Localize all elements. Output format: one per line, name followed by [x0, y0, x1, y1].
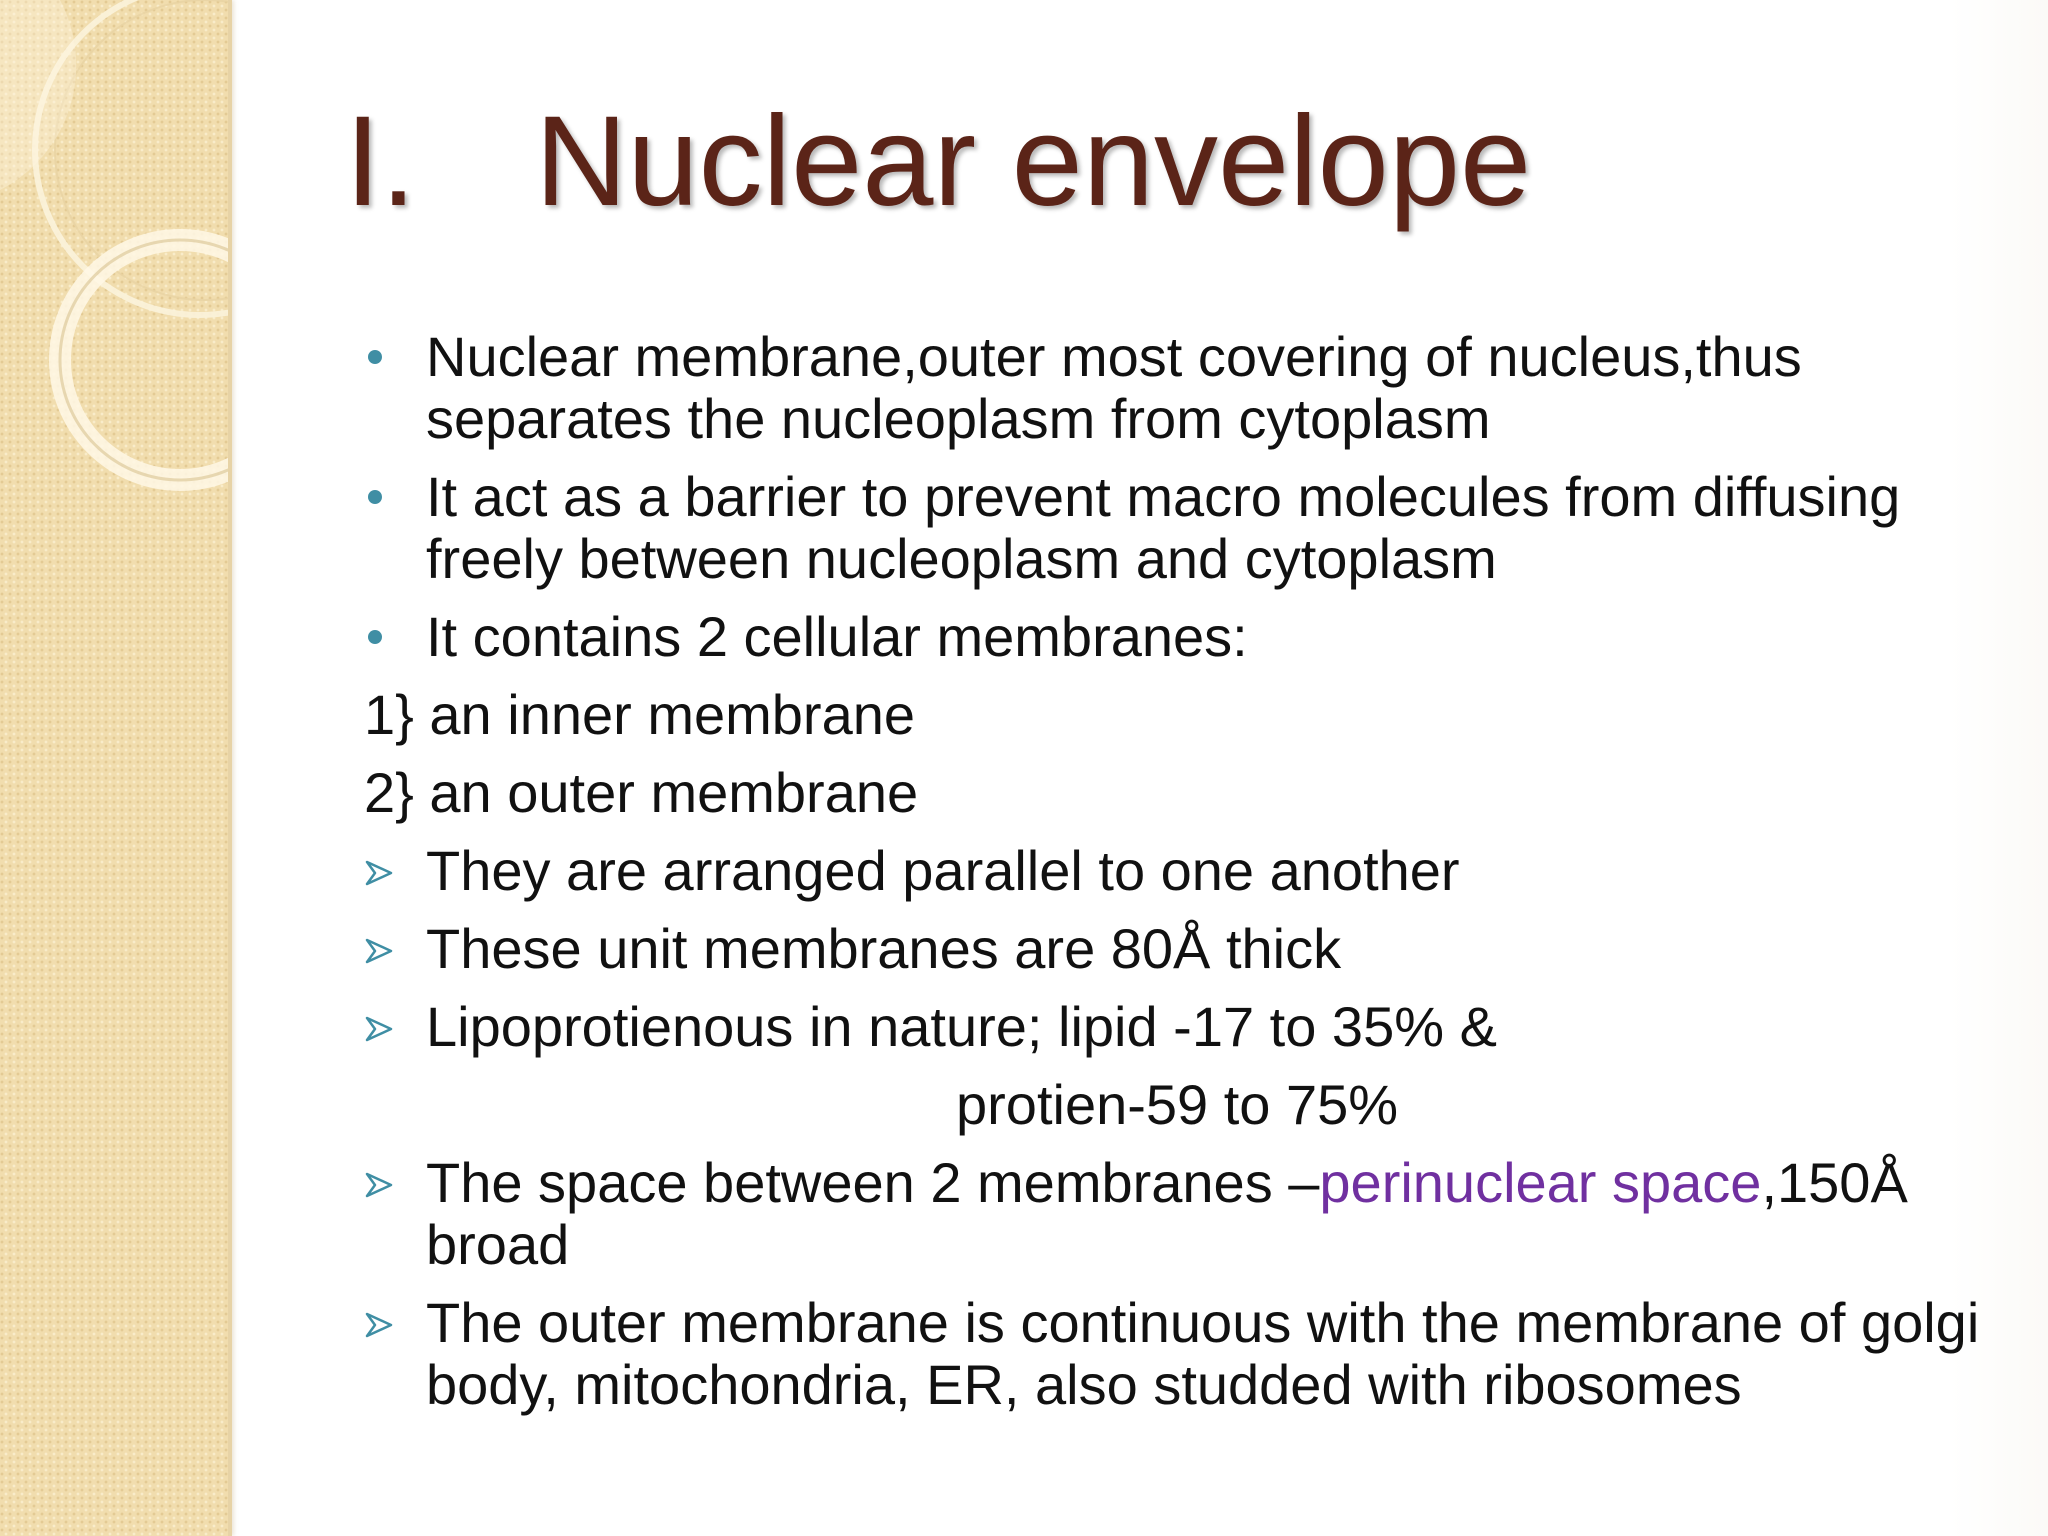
- bullet-dot-icon: [368, 490, 382, 504]
- bullet-item: [360, 606, 1980, 668]
- arrow-item: [360, 1152, 1980, 1276]
- bullet-item: [360, 326, 1980, 450]
- arrowhead-bullet-icon: [364, 1312, 394, 1338]
- arrow-item-text: They are arranged parallel to one another: [426, 839, 1460, 902]
- decorative-side-strip: [0, 0, 232, 1536]
- title-text: Nuclear envelope: [535, 90, 1532, 233]
- arrow-item-text: Lipoprotienous in nature; lipid -17 to 35% &: [426, 995, 1497, 1058]
- bullet-item: [360, 466, 1980, 590]
- arrow-item: [360, 918, 1980, 980]
- bullet-dot-icon: [368, 350, 382, 364]
- slide-body: [360, 326, 1980, 1432]
- perinuclear-space-highlight: perinuclear space: [1319, 1151, 1762, 1214]
- arrow-item-text: These unit membranes are 80Å thick: [426, 917, 1342, 980]
- title-number: I.: [345, 90, 417, 233]
- arrow-item: [360, 840, 1980, 902]
- numbered-text: 2} an outer membrane: [364, 761, 919, 824]
- bullet-text: Nuclear membrane,outer most covering of nucleus,thus separates the nucleoplasm from cytoplasm: [426, 325, 1802, 450]
- bullet-text: It act as a barrier to prevent macro molecules from diffusing freely between nucleoplasm and cytoplasm: [426, 465, 1901, 590]
- numbered-text: 1} an inner membrane: [364, 683, 916, 746]
- space-item-suffix: ,150Å broad: [426, 1151, 1908, 1276]
- bullet-dot-icon: [368, 630, 382, 644]
- continuation-text: protien-59 to 75%: [956, 1073, 1399, 1136]
- arrow-item: [360, 1292, 1980, 1416]
- arrowhead-bullet-icon: [364, 938, 394, 964]
- arrowhead-bullet-icon: [364, 1172, 394, 1198]
- continuation-line: [360, 1074, 1980, 1136]
- decorative-rings-icon: [0, 0, 228, 1536]
- arrow-item: [360, 996, 1980, 1058]
- bullet-text: It contains 2 cellular membranes:: [426, 605, 1248, 668]
- arrow-item-text: The outer membrane is continuous with the membrane of golgi body, mitochondria, ER, also studded with ribosomes: [426, 1291, 1980, 1416]
- space-item-prefix: The space between 2 membranes –: [426, 1151, 1320, 1214]
- numbered-item: [360, 684, 1980, 746]
- arrowhead-bullet-icon: [364, 1016, 394, 1042]
- slide-title: [345, 82, 1945, 242]
- arrowhead-bullet-icon: [364, 860, 394, 886]
- numbered-item: [360, 762, 1980, 824]
